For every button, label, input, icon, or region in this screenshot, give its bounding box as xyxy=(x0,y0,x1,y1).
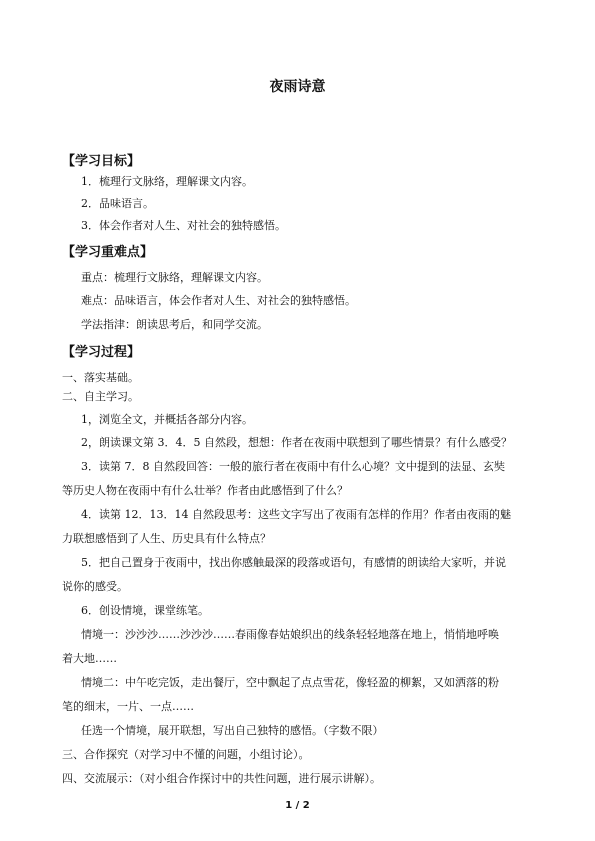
process-line: 1，浏览全文，并概括各部分内容。 xyxy=(81,413,253,426)
page-title: 夜雨诗意 xyxy=(269,79,326,95)
process-line: 二、自主学习。 xyxy=(62,390,139,403)
process-line: 情境二：中午吃完饭，走出餐厅，空中飘起了点点雪花，像轻盈的柳絮，又如洒落的粉 xyxy=(81,676,499,689)
key-point-item: 学法指津：朗读思考后，和同学交流。 xyxy=(81,318,268,331)
process-line: 4．读第 12．13．14 自然段思考：这些文字写出了夜雨有怎样的作用？作者由夜雨的魅 xyxy=(81,508,511,521)
process-line: 任选一个情境，展开联想，写出自己独特的感悟。（字数不限） xyxy=(81,724,384,737)
process-line: 情境一：沙沙沙……沙沙沙……春雨像春姑娘织出的线条轻轻地落在地上，悄悄地呼唤 xyxy=(81,628,499,641)
process-line: 等历史人物在夜雨中有什么壮举？作者由此感悟到了什么？ xyxy=(62,484,348,497)
goal-item: 1．梳理行文脉络，理解课文内容。 xyxy=(81,175,253,188)
section-heading-process: 【学习过程】 xyxy=(62,345,141,360)
process-line: 5．把自己置身于夜雨中，找出你感触最深的段落或语句，有感情的朗读给大家听，并说 xyxy=(81,556,506,569)
page-number: 1 / 2 xyxy=(285,800,310,811)
process-line: 说你的感受。 xyxy=(62,580,128,593)
process-line: 三、合作探究（对学习中不懂的问题，小组讨论）。 xyxy=(62,748,310,761)
process-line: 着大地…… xyxy=(62,652,117,665)
process-line: 一、落实基础。 xyxy=(62,371,139,384)
goal-item: 2．品味语言。 xyxy=(81,197,154,210)
key-point-item: 难点：品味语言，体会作者对人生、对社会的独特感悟。 xyxy=(81,294,356,307)
goal-item: 3．体会作者对人生、对社会的独特感悟。 xyxy=(81,219,286,232)
key-point-item: 重点：梳理行文脉络，理解课文内容。 xyxy=(81,271,268,284)
process-line: 3．读第 7．8 自然段回答：一般的旅行者在夜雨中有什么心境？文中提到的法显、玄奘 xyxy=(81,460,505,473)
process-line: 2，朗读课文第 3．4．5 自然段，想想：作者在夜雨中联想到了哪些情景？有什么感受？ xyxy=(81,436,512,449)
section-heading-key-points: 【学习重难点】 xyxy=(62,245,154,260)
process-line: 力联想感悟到了人生、历史具有什么特点？ xyxy=(62,532,271,545)
process-line: 6．创设情境，课堂练笔。 xyxy=(81,604,209,617)
process-line: 四、交流展示：（对小组合作探讨中的共性问题，进行展示讲解）。 xyxy=(62,772,381,785)
process-line: 笔的细末，一片、一点…… xyxy=(62,700,194,713)
section-heading-goals: 【学习目标】 xyxy=(62,154,141,169)
